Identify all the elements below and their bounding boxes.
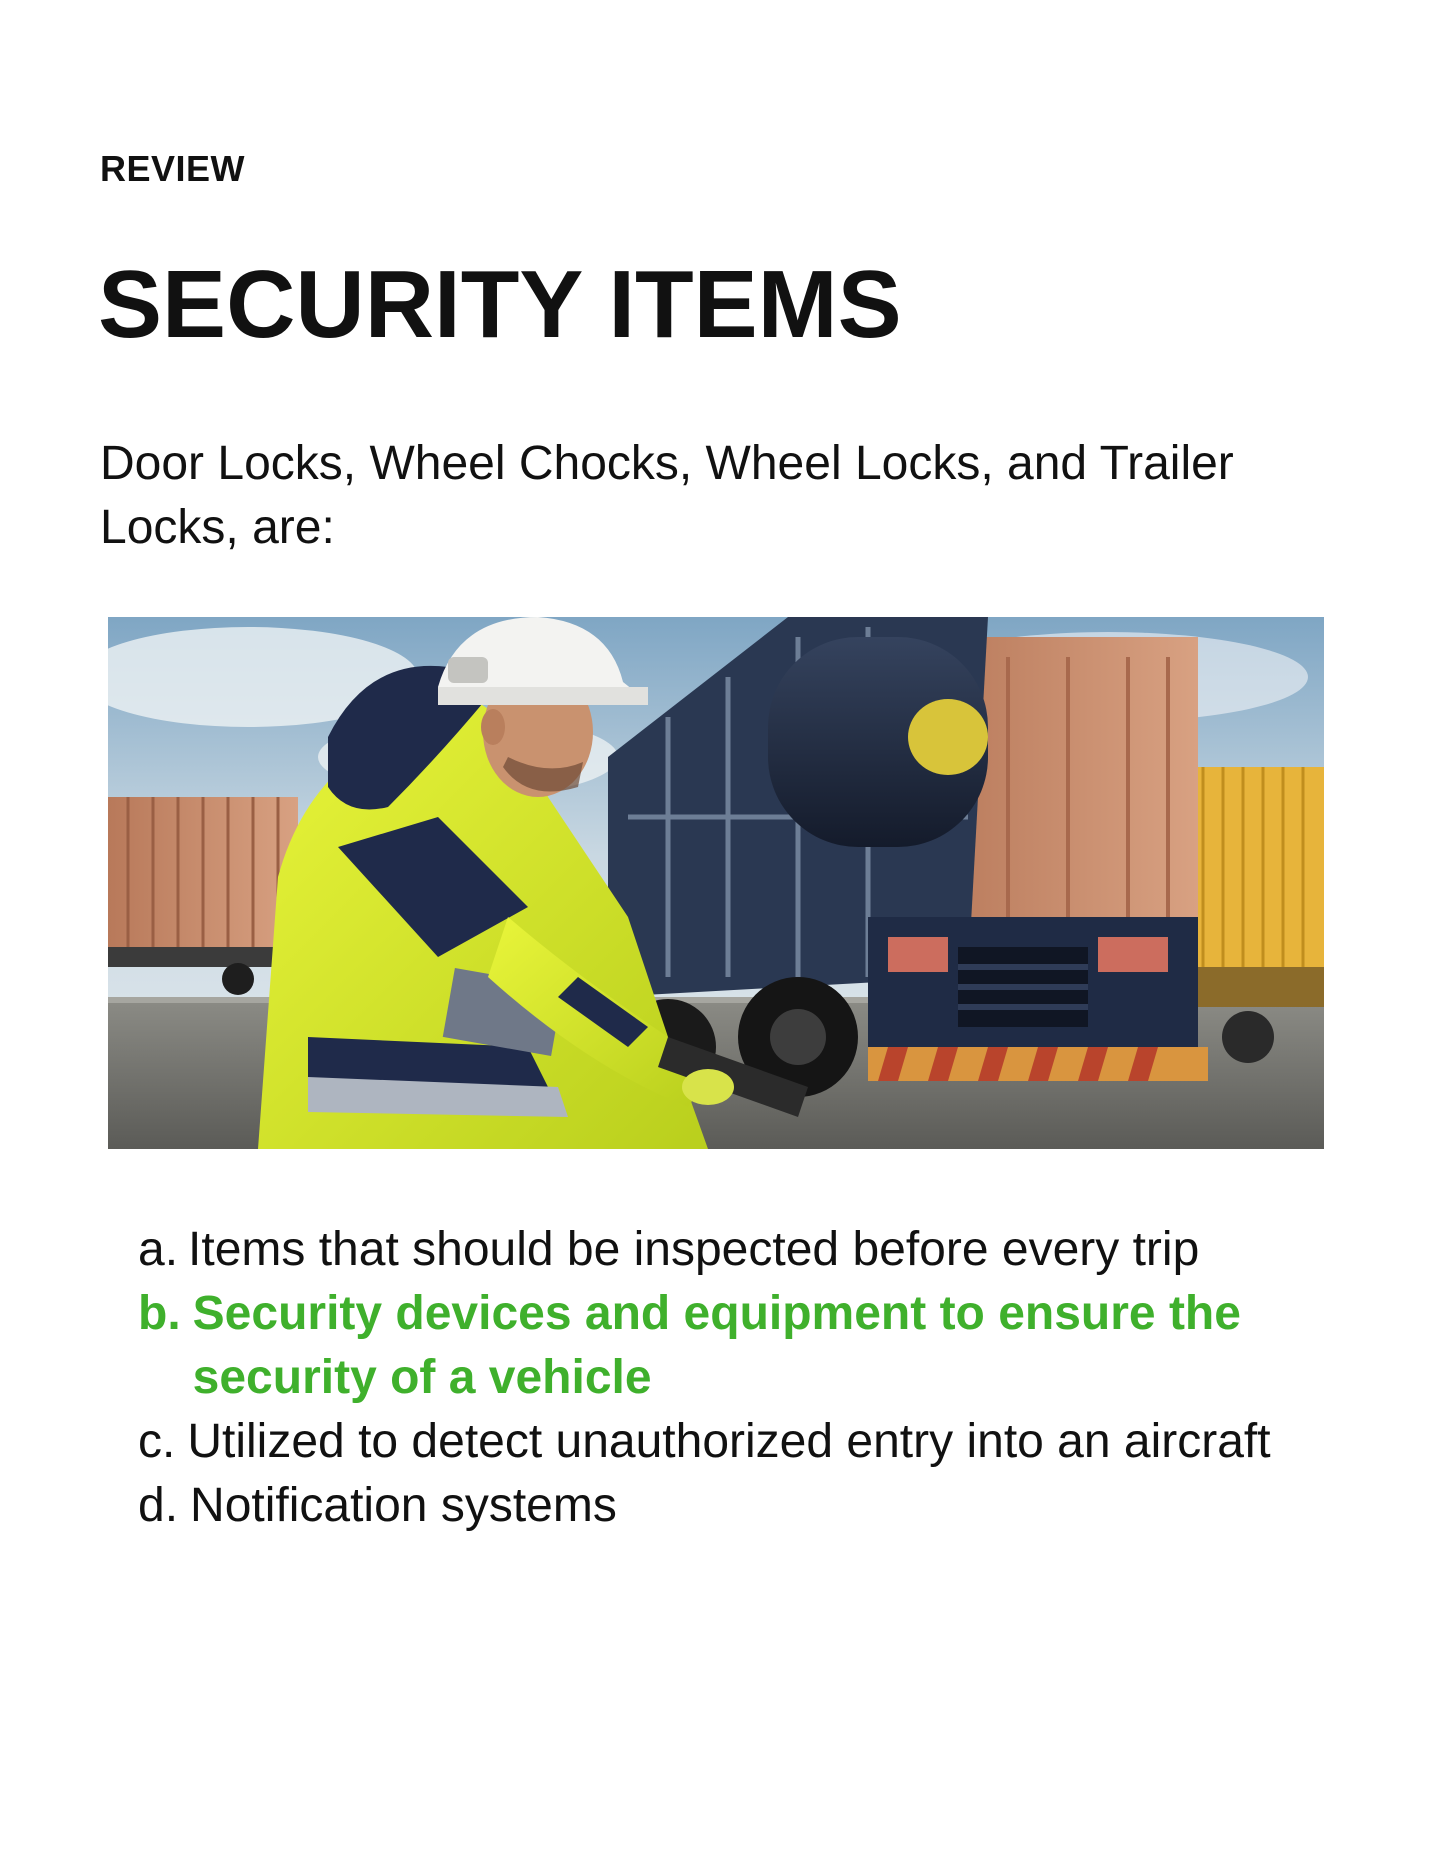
- photo-illustration: [108, 617, 1324, 1149]
- answer-letter: d.: [138, 1479, 179, 1532]
- page-title: SECURITY ITEMS: [98, 251, 902, 358]
- answer-text: Notification systems: [190, 1479, 617, 1532]
- answer-letter: a.: [138, 1223, 179, 1276]
- answer-text: Security devices and equipment to ensure the security of a vehicle: [192, 1287, 1241, 1404]
- answer-letter: b.: [138, 1287, 181, 1340]
- answer-option-a[interactable]: [138, 1218, 1318, 1282]
- answer-text: Utilized to detect unauthorized entry into an aircraft: [187, 1415, 1271, 1468]
- answer-option-b[interactable]: [138, 1282, 1318, 1410]
- answer-option-d[interactable]: [138, 1474, 1318, 1538]
- answer-letter: c.: [138, 1415, 176, 1468]
- worker-inspecting-truck-photo: [108, 617, 1324, 1149]
- question-text: Door Locks, Wheel Chocks, Wheel Locks, and Trailer Locks, are:: [100, 437, 1234, 554]
- review-label: REVIEW: [100, 148, 246, 189]
- answer-list: [138, 1218, 1318, 1538]
- answer-text: Items that should be inspected before every trip: [188, 1223, 1200, 1276]
- answer-option-c[interactable]: [138, 1410, 1318, 1474]
